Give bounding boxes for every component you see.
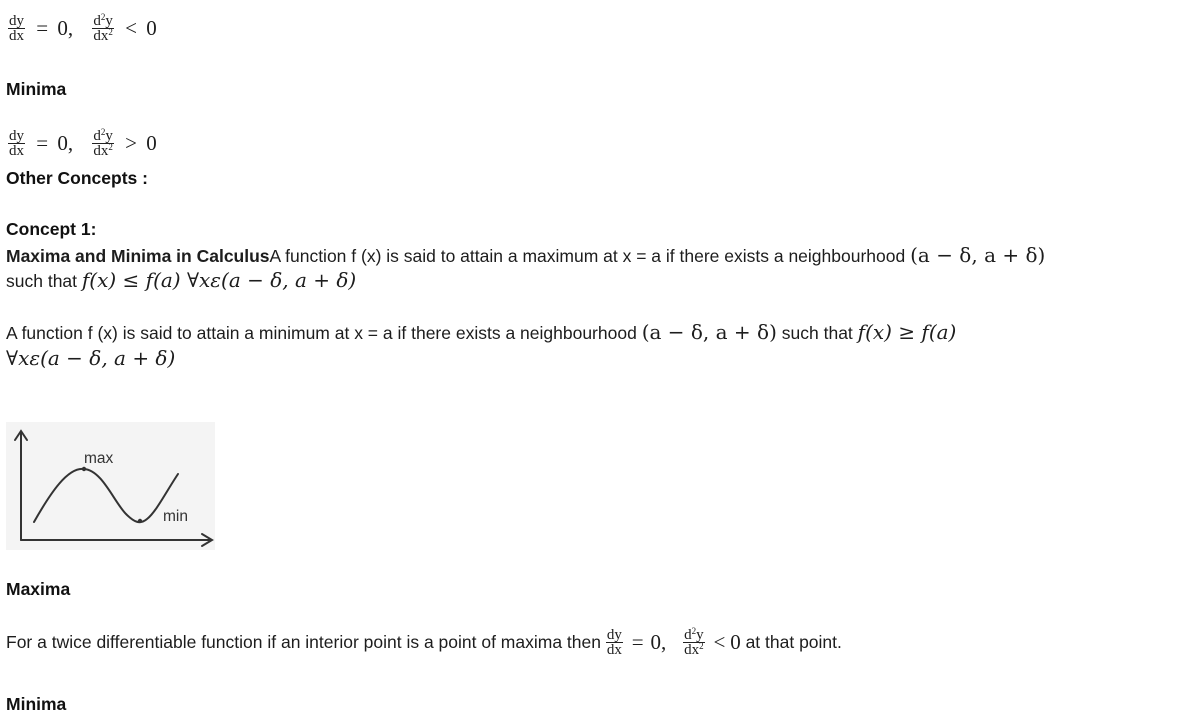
maxima-condition-top: $\frac{dy}{dx}$ = 0, $\frac{d^2y}{dx^2}$ < 0 <box>9 12 157 44</box>
dy-dx-fraction: $\frac{dy}{dx}$ <box>606 627 622 658</box>
minimum-definition-line-2: ∀xε(a − δ, a + δ) <box>6 346 176 370</box>
concept-1-heading: Concept 1: <box>6 219 97 239</box>
other-concepts-heading: Other Concepts : <box>6 168 148 188</box>
graph-svg <box>6 422 215 550</box>
neighbourhood-interval: (a − δ, a + δ) <box>910 243 1046 267</box>
second-derivative-fraction: $\frac{d^2y}{dx^2}$ <box>93 127 113 159</box>
dy-dx-fraction: $\frac{dy}{dx}$ <box>9 128 24 159</box>
minimum-point <box>138 519 142 523</box>
minima-heading: Minima <box>6 79 67 99</box>
maxima-heading: Maxima <box>6 579 71 599</box>
minimum-inequality: f(x) ≥ f(a) <box>857 320 957 344</box>
maxima-minima-graph <box>6 422 215 550</box>
maximum-definition-text: A function f (x) is said to attain a maximum at x = a if there exists a neighbourhood <box>269 246 906 266</box>
minima-condition: $\frac{dy}{dx}$ = 0, $\frac{d^2y}{dx^2}$ > 0 <box>9 127 157 159</box>
max-label: max <box>84 450 114 467</box>
concept-1-line-1 <box>6 243 1045 267</box>
second-derivative-fraction: $\frac{d^2y}{dx^2}$ <box>684 626 704 658</box>
dy-dx-fraction: $\frac{dy}{dx}$ <box>9 13 24 44</box>
second-derivative-fraction: $\frac{d^2y}{dx^2}$ <box>93 12 113 44</box>
concept-1-title: Maxima and Minima in Calculus <box>6 246 270 266</box>
minima-heading-bottom: Minima <box>6 694 67 714</box>
maximum-inequality: f(x) ≤ f(a) ∀xε(a − δ, a + δ) <box>81 268 357 292</box>
function-curve <box>34 469 178 522</box>
maxima-statement: For a twice differentiable function if an interior point is a point of maxima then $\frac{dy}{dx}$ = 0, $\frac{d^2y}{dx^2}$ < 0 at that point. <box>6 626 842 658</box>
minimum-definition-line-1: A function f (x) is said to attain a minimum at x = a if there exists a neighbourhood (a − δ, a + δ) such that f(x) ≥ f(a) <box>6 320 957 344</box>
concept-1-line-2: such that f(x) ≤ f(a) ∀xε(a − δ, a + δ) <box>6 268 357 292</box>
min-label: min <box>163 508 188 525</box>
